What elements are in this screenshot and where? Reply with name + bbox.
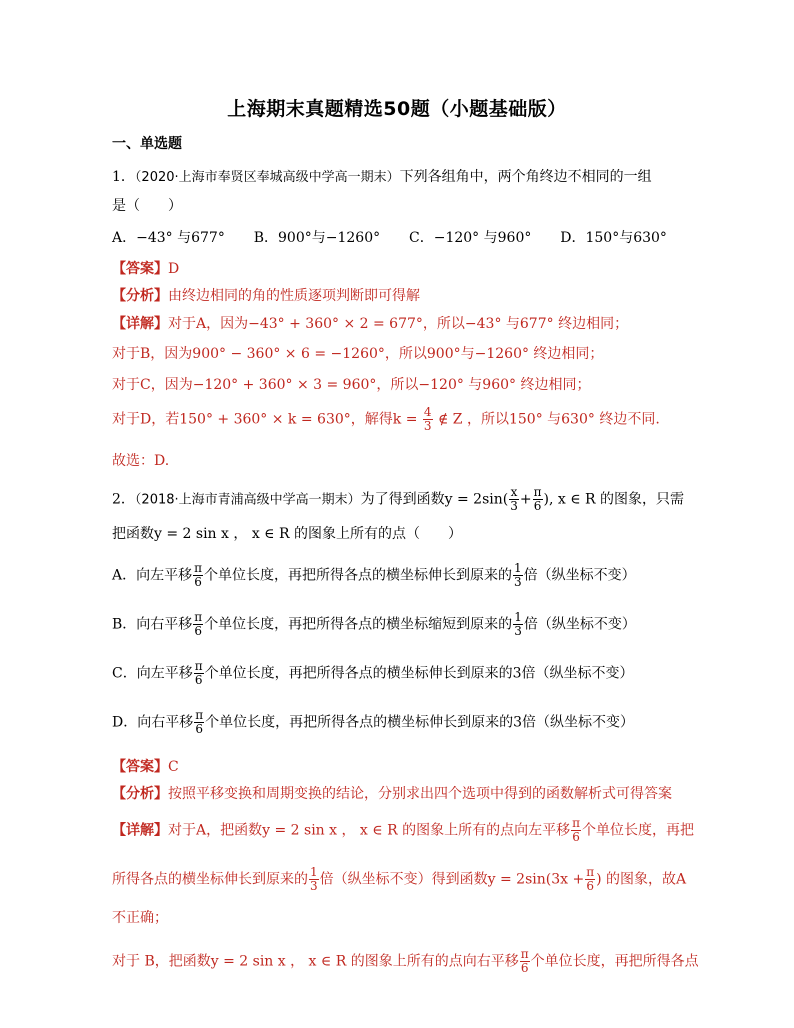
q2-det-b-third-num: 1	[310, 865, 318, 879]
q2-analysis-tag: 【分析】	[112, 786, 168, 802]
q2-option-d-pi6	[194, 709, 204, 736]
q2-stem-line1	[112, 486, 684, 513]
q2-option-b-pi6	[193, 611, 203, 638]
q2-option-c	[112, 660, 634, 687]
q2-stem-frac-x3	[509, 486, 519, 513]
q2-option-d-mid: 个单位长度，再把所得各点的横坐标伸长到原来的3倍（纵坐标不变）	[205, 714, 635, 731]
q2-stem-a-post: ), x ∈ R 的图象，只需	[543, 491, 685, 508]
q2-opt-a-pi-num: π	[194, 561, 203, 575]
q2-answer-tag: 【答案】	[112, 759, 168, 775]
q2-option-a-mid: 个单位长度，再把所得各点的横坐标伸长到原来的	[204, 567, 513, 584]
q2-det-b-third-den: 3	[310, 879, 318, 893]
q2-detail-d-pi6	[520, 948, 530, 975]
q2-opt-d-pi-den: 6	[195, 722, 203, 736]
q2-source: （2018·上海市青浦高级中学高一期末）	[134, 492, 361, 508]
q1-detail-a-text: 对于A，因为−43° + 360° × 2 = 677°，所以−43° 与677° 终边相同；	[168, 316, 629, 332]
q1-detail-d-fraction	[423, 406, 433, 433]
q2-detail-b-mid: 倍（纵坐标不变）得到函数y = 2sin(3x +	[319, 871, 585, 888]
q1-analysis-text: 由终边相同的角的性质逐项判断即可得解	[168, 288, 420, 304]
q2-option-b	[112, 611, 636, 638]
q2-det-b-pi-num: π	[586, 865, 595, 879]
q2-option-a-third	[513, 562, 523, 589]
q2-det-d-pi-den: 6	[520, 961, 529, 975]
q2-stem-a-pre: 为了得到函数y = 2sin(	[360, 491, 509, 508]
q2-det-a-pi-den: 6	[572, 830, 580, 844]
q2-frac1-num: x	[510, 485, 518, 499]
q2-option-a-pre: A．向左平移	[112, 567, 193, 584]
q2-opt-a-third-num: 1	[514, 561, 522, 575]
q2-stem-b: 把函数y = 2 sin x ， x ∈ R 的图象上所有的点（ ）	[112, 526, 462, 542]
q2-opt-b-third-num: 1	[514, 610, 522, 624]
q2-detail-a-pre: 对于A，把函数y = 2 sin x ， x ∈ R 的图象上所有的点向左平移	[168, 822, 571, 839]
q2-option-c-mid: 个单位长度，再把所得各点的横坐标伸长到原来的3倍（纵坐标不变）	[204, 665, 634, 682]
q1-conclusion: 故选：D.	[112, 453, 170, 469]
q1-answer	[112, 259, 179, 279]
q2-opt-a-third-den: 3	[514, 575, 522, 589]
q2-detail-d-pre: 对于 B，把函数y = 2 sin x ， x ∈ R 的图象上所有的点向右平移	[112, 953, 519, 970]
q2-opt-c-pi-num: π	[194, 659, 203, 673]
q2-det-d-pi-num: π	[520, 947, 529, 961]
q1-analysis-tag: 【分析】	[112, 288, 168, 304]
q2-option-a-pi6	[193, 562, 203, 589]
q2-option-a-end: 倍（纵坐标不变）	[523, 567, 636, 584]
q1-detail-a	[112, 314, 628, 334]
q2-det-b-pi-den: 6	[586, 879, 594, 893]
q2-opt-b-third-den: 3	[514, 624, 522, 638]
q1-detail-d	[112, 406, 660, 433]
q2-opt-c-pi-den: 6	[194, 673, 203, 687]
section-heading: 一、单选题	[112, 136, 182, 152]
q2-detail-a-pi6	[571, 817, 581, 844]
q1-source: （2020·上海市奉贤区奉城高级中学高一期末）	[134, 170, 400, 185]
q2-option-d	[112, 709, 634, 736]
q1-option-a: A．−43° 与677°	[112, 230, 225, 246]
q2-analysis	[112, 784, 672, 804]
q2-option-c-pre: C．向左平移	[112, 665, 193, 682]
q2-option-c-pi6	[194, 660, 204, 687]
q2-answer	[112, 757, 179, 777]
q2-opt-b-pi-num: π	[194, 610, 203, 624]
q2-option-b-mid: 个单位长度，再把所得各点的横坐标缩短到原来的	[204, 616, 513, 633]
q2-detail-b-third	[309, 866, 319, 893]
q2-frac2-den: 6	[533, 499, 542, 513]
q1-detail-c: 对于C，因为−120° + 360° × 3 = 960°，所以−120° 与960° 终边相同；	[112, 377, 591, 393]
q1-stem-a: 下列各组角中，两个角终边不相同的一组	[399, 169, 652, 185]
q1-option-c: C．−120° 与960°	[409, 230, 532, 246]
q2-option-a	[112, 562, 636, 589]
q2-detail-b-post: ) 的图象，故A	[596, 871, 687, 888]
q1-stem-b: 是（ ）	[112, 198, 182, 214]
q2-opt-d-pi-num: π	[195, 708, 204, 722]
q1-option-b: B．900°与−1260°	[253, 230, 381, 246]
q1-detail-d-pre: 对于D，若150° + 360° × k = 630°，解得k =	[112, 411, 418, 428]
q1-stem-line1	[112, 167, 652, 188]
q2-detail-d-post: 个单位长度，再把所得各点	[530, 953, 699, 970]
q2-opt-a-pi-den: 6	[194, 575, 202, 589]
q2-frac2-num: π	[533, 485, 542, 499]
q2-option-b-third	[513, 611, 523, 638]
q1-option-d: D．150°与630°	[560, 230, 667, 246]
q2-answer-value: C	[168, 759, 179, 775]
q1-detail-b: 对于B，因为900° − 360° × 6 = −1260°，所以900°与−1260° 终边相同；	[112, 346, 604, 362]
q2-detail-b-pre: 所得各点的横坐标伸长到原来的	[112, 871, 308, 888]
q1-number: 1．	[112, 169, 135, 185]
q1-answer-tag: 【答案】	[112, 261, 168, 277]
q2-det-a-pi-num: π	[572, 816, 580, 830]
q2-detail-d	[112, 948, 699, 975]
q2-option-d-pre: D．向右平移	[112, 714, 194, 731]
q2-number: 2．	[112, 491, 135, 508]
q1-detail-tag: 【详解】	[112, 316, 168, 332]
q2-stem-plus: +	[519, 491, 532, 508]
q2-detail-b-pi6	[585, 866, 595, 893]
q2-option-b-pre: B．向右平移	[112, 616, 193, 633]
q2-stem-frac-pi6	[533, 486, 543, 513]
q1-detail-d-post: ∉ Z ，所以150° 与630° 终边不同.	[437, 411, 660, 428]
q1-fraction-num: 4	[423, 405, 432, 419]
q1-fraction-den: 3	[423, 419, 432, 433]
q1-options	[112, 228, 667, 248]
q2-detail-b	[112, 866, 686, 893]
q2-option-b-end: 倍（纵坐标不变）	[523, 616, 636, 633]
q2-frac1-den: 3	[510, 499, 518, 513]
q1-analysis	[112, 286, 420, 306]
q1-answer-value: D	[168, 261, 180, 277]
q2-detail-c: 不正确；	[112, 910, 168, 926]
q2-detail-a	[112, 817, 694, 844]
document-title: 上海期末真题精选50题（小题基础版）	[227, 98, 567, 120]
q2-analysis-text: 按照平移变换和周期变换的结论，分别求出四个选项中得到的函数解析式可得答案	[168, 786, 672, 802]
q2-detail-tag: 【详解】	[112, 822, 168, 839]
q2-detail-a-post: 个单位长度，再把	[581, 822, 694, 839]
q2-opt-b-pi-den: 6	[194, 624, 203, 638]
